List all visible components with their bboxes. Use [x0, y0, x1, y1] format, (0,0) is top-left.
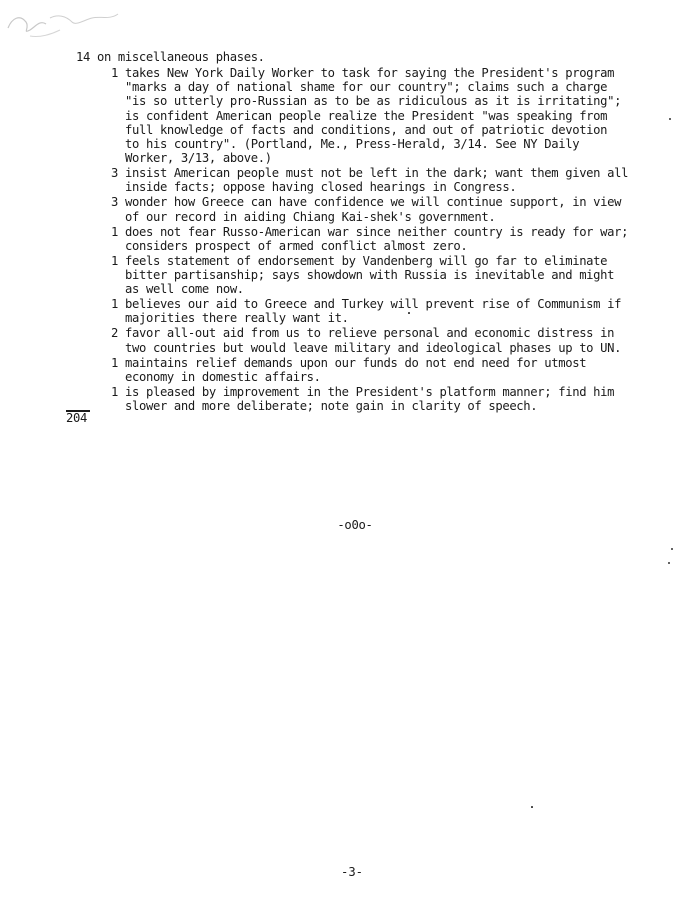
- end-mark-text: -o0o-: [337, 518, 373, 532]
- entry-list: [111, 66, 681, 414]
- entry-line: maintains relief demands upon our funds do not end need for utmost: [125, 355, 587, 370]
- entry-text: [125, 66, 681, 165]
- entry-line: bitter partisanship; says showdown with Russia is inevitable and might: [125, 268, 615, 283]
- entry-text: [125, 166, 681, 194]
- entry-line: feels statement of endorsement by Vandenberg will go far to eliminate: [125, 253, 608, 268]
- entry-line: considers prospect of armed conflict almost zero.: [125, 238, 468, 253]
- total-count: 204: [66, 411, 87, 425]
- handwritten-scribble: [0, 0, 150, 50]
- entry-line: two countries but would leave military and ideological phases up to UN.: [125, 340, 622, 355]
- scan-speck: [669, 118, 671, 120]
- page-number-text: -3-: [340, 865, 363, 879]
- entry-text: [125, 195, 681, 223]
- intro-line: 14 on miscellaneous phases.: [76, 50, 265, 64]
- entry-count: 2: [111, 326, 118, 341]
- entry-line: as well come now.: [125, 282, 244, 297]
- entry-count: 1: [111, 355, 118, 370]
- list-item: [111, 356, 681, 384]
- entry-line: "marks a day of national shame for our country"; claims such a charge: [125, 80, 608, 95]
- entry-line: majorities there really want it.: [125, 311, 349, 326]
- entry-line: Worker, 3/13, above.): [125, 151, 272, 166]
- list-item: [111, 297, 681, 325]
- list-item: [111, 66, 681, 165]
- entry-line: of our record in aiding Chiang Kai-shek's government.: [125, 209, 496, 224]
- entry-count: 1: [111, 253, 118, 268]
- list-item: [111, 166, 681, 194]
- entry-line: to his country". (Portland, Me., Press-Herald, 3/14. See NY Daily: [125, 137, 580, 152]
- entry-line: economy in domestic affairs.: [125, 369, 321, 384]
- entry-line: insist American people must not be left in the dark; want them given all: [125, 166, 629, 181]
- scan-speck: [531, 806, 533, 808]
- entry-line: believes our aid to Greece and Turkey will prevent rise of Communism if: [125, 297, 622, 312]
- entry-line: is pleased by improvement in the President's platform manner; find him: [125, 384, 615, 399]
- entry-line: wonder how Greece can have confidence we will continue support, in view: [125, 195, 622, 210]
- list-item: [111, 326, 681, 354]
- entry-count: 1: [111, 224, 118, 239]
- entry-line: inside facts; oppose having closed hearings in Congress.: [125, 180, 517, 195]
- list-item: [111, 225, 681, 253]
- entry-text: [125, 385, 681, 413]
- entry-text: [125, 297, 681, 325]
- entry-line: is confident American people realize the President "was speaking from: [125, 108, 608, 123]
- entry-line: favor all-out aid from us to relieve personal and economic distress in: [125, 326, 615, 341]
- entry-count: 3: [111, 195, 118, 210]
- entry-text: [125, 225, 681, 253]
- list-item: [111, 254, 681, 297]
- entry-line: does not fear Russo-American war since neither country is ready for war;: [125, 224, 629, 239]
- entry-text: [125, 254, 681, 297]
- entry-count: 1: [111, 66, 118, 80]
- entry-line: takes New York Daily Worker to task for saying the President's program: [125, 66, 615, 80]
- page-number: [0, 865, 698, 879]
- entry-line: "is so utterly pro-Russian as to be as ridiculous as it is irritating";: [125, 94, 622, 109]
- entry-text: [125, 356, 681, 384]
- entry-text: [125, 326, 681, 354]
- entry-count: 1: [111, 297, 118, 312]
- entry-line: slower and more deliberate; note gain in clarity of speech.: [125, 399, 538, 414]
- entry-count: 1: [111, 384, 118, 399]
- end-mark: [0, 518, 698, 532]
- list-item: [111, 195, 681, 223]
- scan-speck: [408, 312, 410, 314]
- scan-speck: [671, 548, 673, 550]
- entry-line: full knowledge of facts and conditions, and out of patriotic devotion: [125, 122, 608, 137]
- scan-speck: [668, 562, 670, 564]
- entry-count: 3: [111, 166, 118, 181]
- list-item: [111, 385, 681, 413]
